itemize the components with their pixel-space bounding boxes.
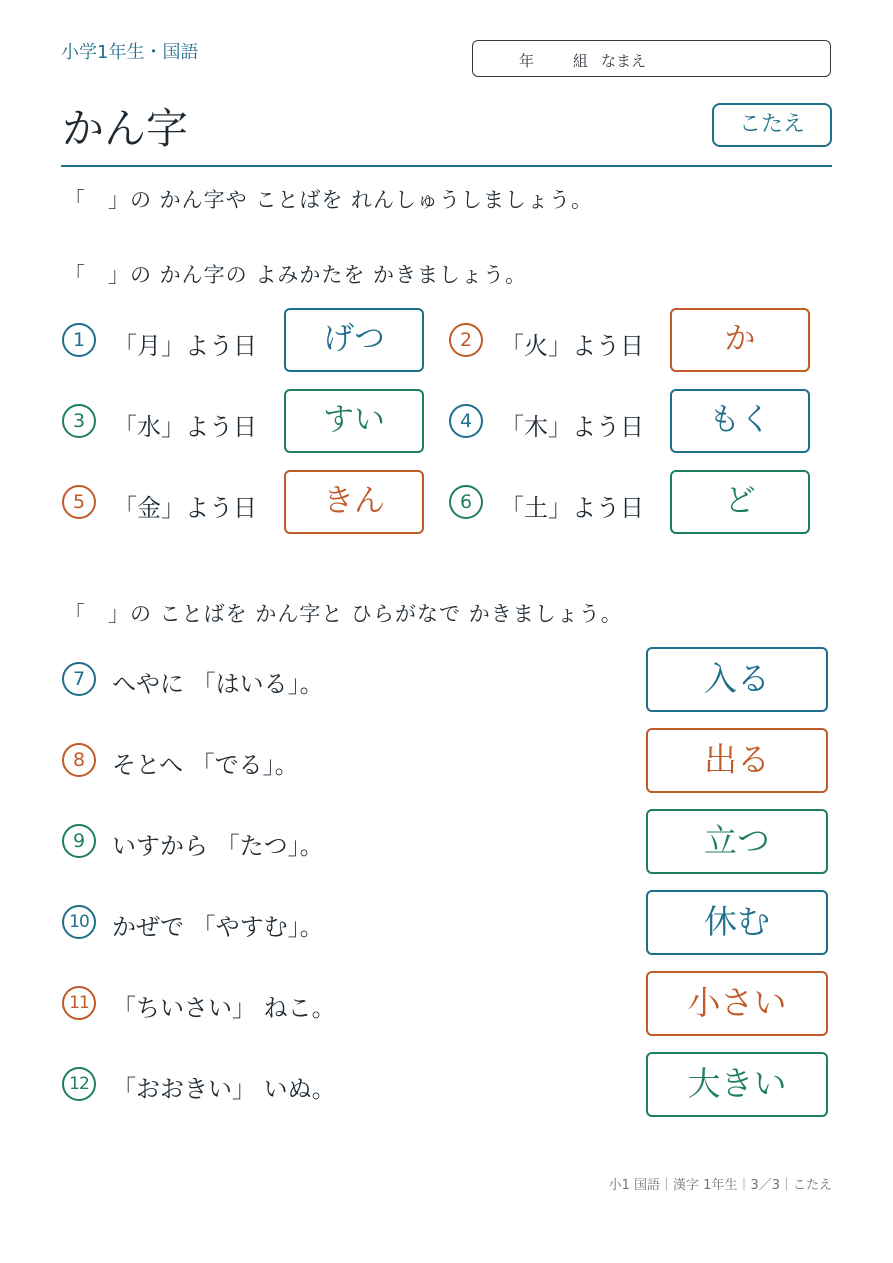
class-label: 組 bbox=[573, 52, 589, 70]
section1-instruction: 「 」の かん字の よみかたを かきましょう。 bbox=[64, 263, 528, 287]
reading-question: 「金」よう日 bbox=[113, 494, 257, 522]
reading-question: 「土」よう日 bbox=[500, 494, 644, 522]
writing-question: かぜで 「やすむ」。 bbox=[112, 913, 324, 941]
writing-question: そとへ 「でる」。 bbox=[112, 751, 299, 779]
grade-subject-label: 小学1年生・国語 bbox=[61, 42, 199, 63]
reading-question: 「火」よう日 bbox=[500, 332, 644, 360]
year-label: 年 bbox=[519, 52, 535, 70]
name-label: なまえ bbox=[601, 52, 647, 70]
item-number: 2 bbox=[449, 323, 483, 357]
item-number: 7 bbox=[62, 662, 96, 696]
page-title: かん字 bbox=[62, 104, 189, 153]
item-number: 3 bbox=[62, 404, 96, 438]
reading-answer-box: か bbox=[670, 308, 810, 372]
reading-question: 「月」よう日 bbox=[113, 332, 257, 360]
item-number: 11 bbox=[62, 986, 96, 1020]
reading-question: 「木」よう日 bbox=[500, 413, 644, 441]
item-number: 9 bbox=[62, 824, 96, 858]
writing-question: へやに 「はいる」。 bbox=[112, 670, 324, 698]
writing-answer-box: 入る bbox=[646, 647, 828, 712]
item-number: 8 bbox=[62, 743, 96, 777]
item-number: 4 bbox=[449, 404, 483, 438]
reading-answer-box: すい bbox=[284, 389, 424, 453]
writing-answer-box: 大きい bbox=[646, 1052, 828, 1117]
reading-answer-box: きん bbox=[284, 470, 424, 534]
name-field[interactable] bbox=[472, 40, 831, 77]
writing-answer-box: 休む bbox=[646, 890, 828, 955]
writing-answer-box: 立つ bbox=[646, 809, 828, 874]
writing-question: 「ちいさい」 ねこ。 bbox=[112, 994, 336, 1022]
writing-question: いすから 「たつ」。 bbox=[112, 832, 324, 860]
reading-answer-box: げつ bbox=[284, 308, 424, 372]
item-number: 12 bbox=[62, 1067, 96, 1101]
writing-question: 「おおきい」 いぬ。 bbox=[112, 1075, 336, 1103]
footer-text: 小1 国語｜漢字 1年生｜3／3｜こたえ bbox=[608, 1178, 832, 1193]
item-number: 10 bbox=[62, 905, 96, 939]
reading-answer-box: ど bbox=[670, 470, 810, 534]
writing-answer-box: 小さい bbox=[646, 971, 828, 1036]
item-number: 6 bbox=[449, 485, 483, 519]
reading-question: 「水」よう日 bbox=[113, 413, 257, 441]
intro-text: 「 」の かん字や ことばを れんしゅうしましょう。 bbox=[64, 188, 594, 212]
answer-badge: こたえ bbox=[712, 103, 832, 147]
reading-answer-box: もく bbox=[670, 389, 810, 453]
writing-answer-box: 出る bbox=[646, 728, 828, 793]
item-number: 5 bbox=[62, 485, 96, 519]
item-number: 1 bbox=[62, 323, 96, 357]
header-divider bbox=[61, 165, 832, 167]
section2-instruction: 「 」の ことばを かん字と ひらがなで かきましょう。 bbox=[64, 602, 623, 626]
